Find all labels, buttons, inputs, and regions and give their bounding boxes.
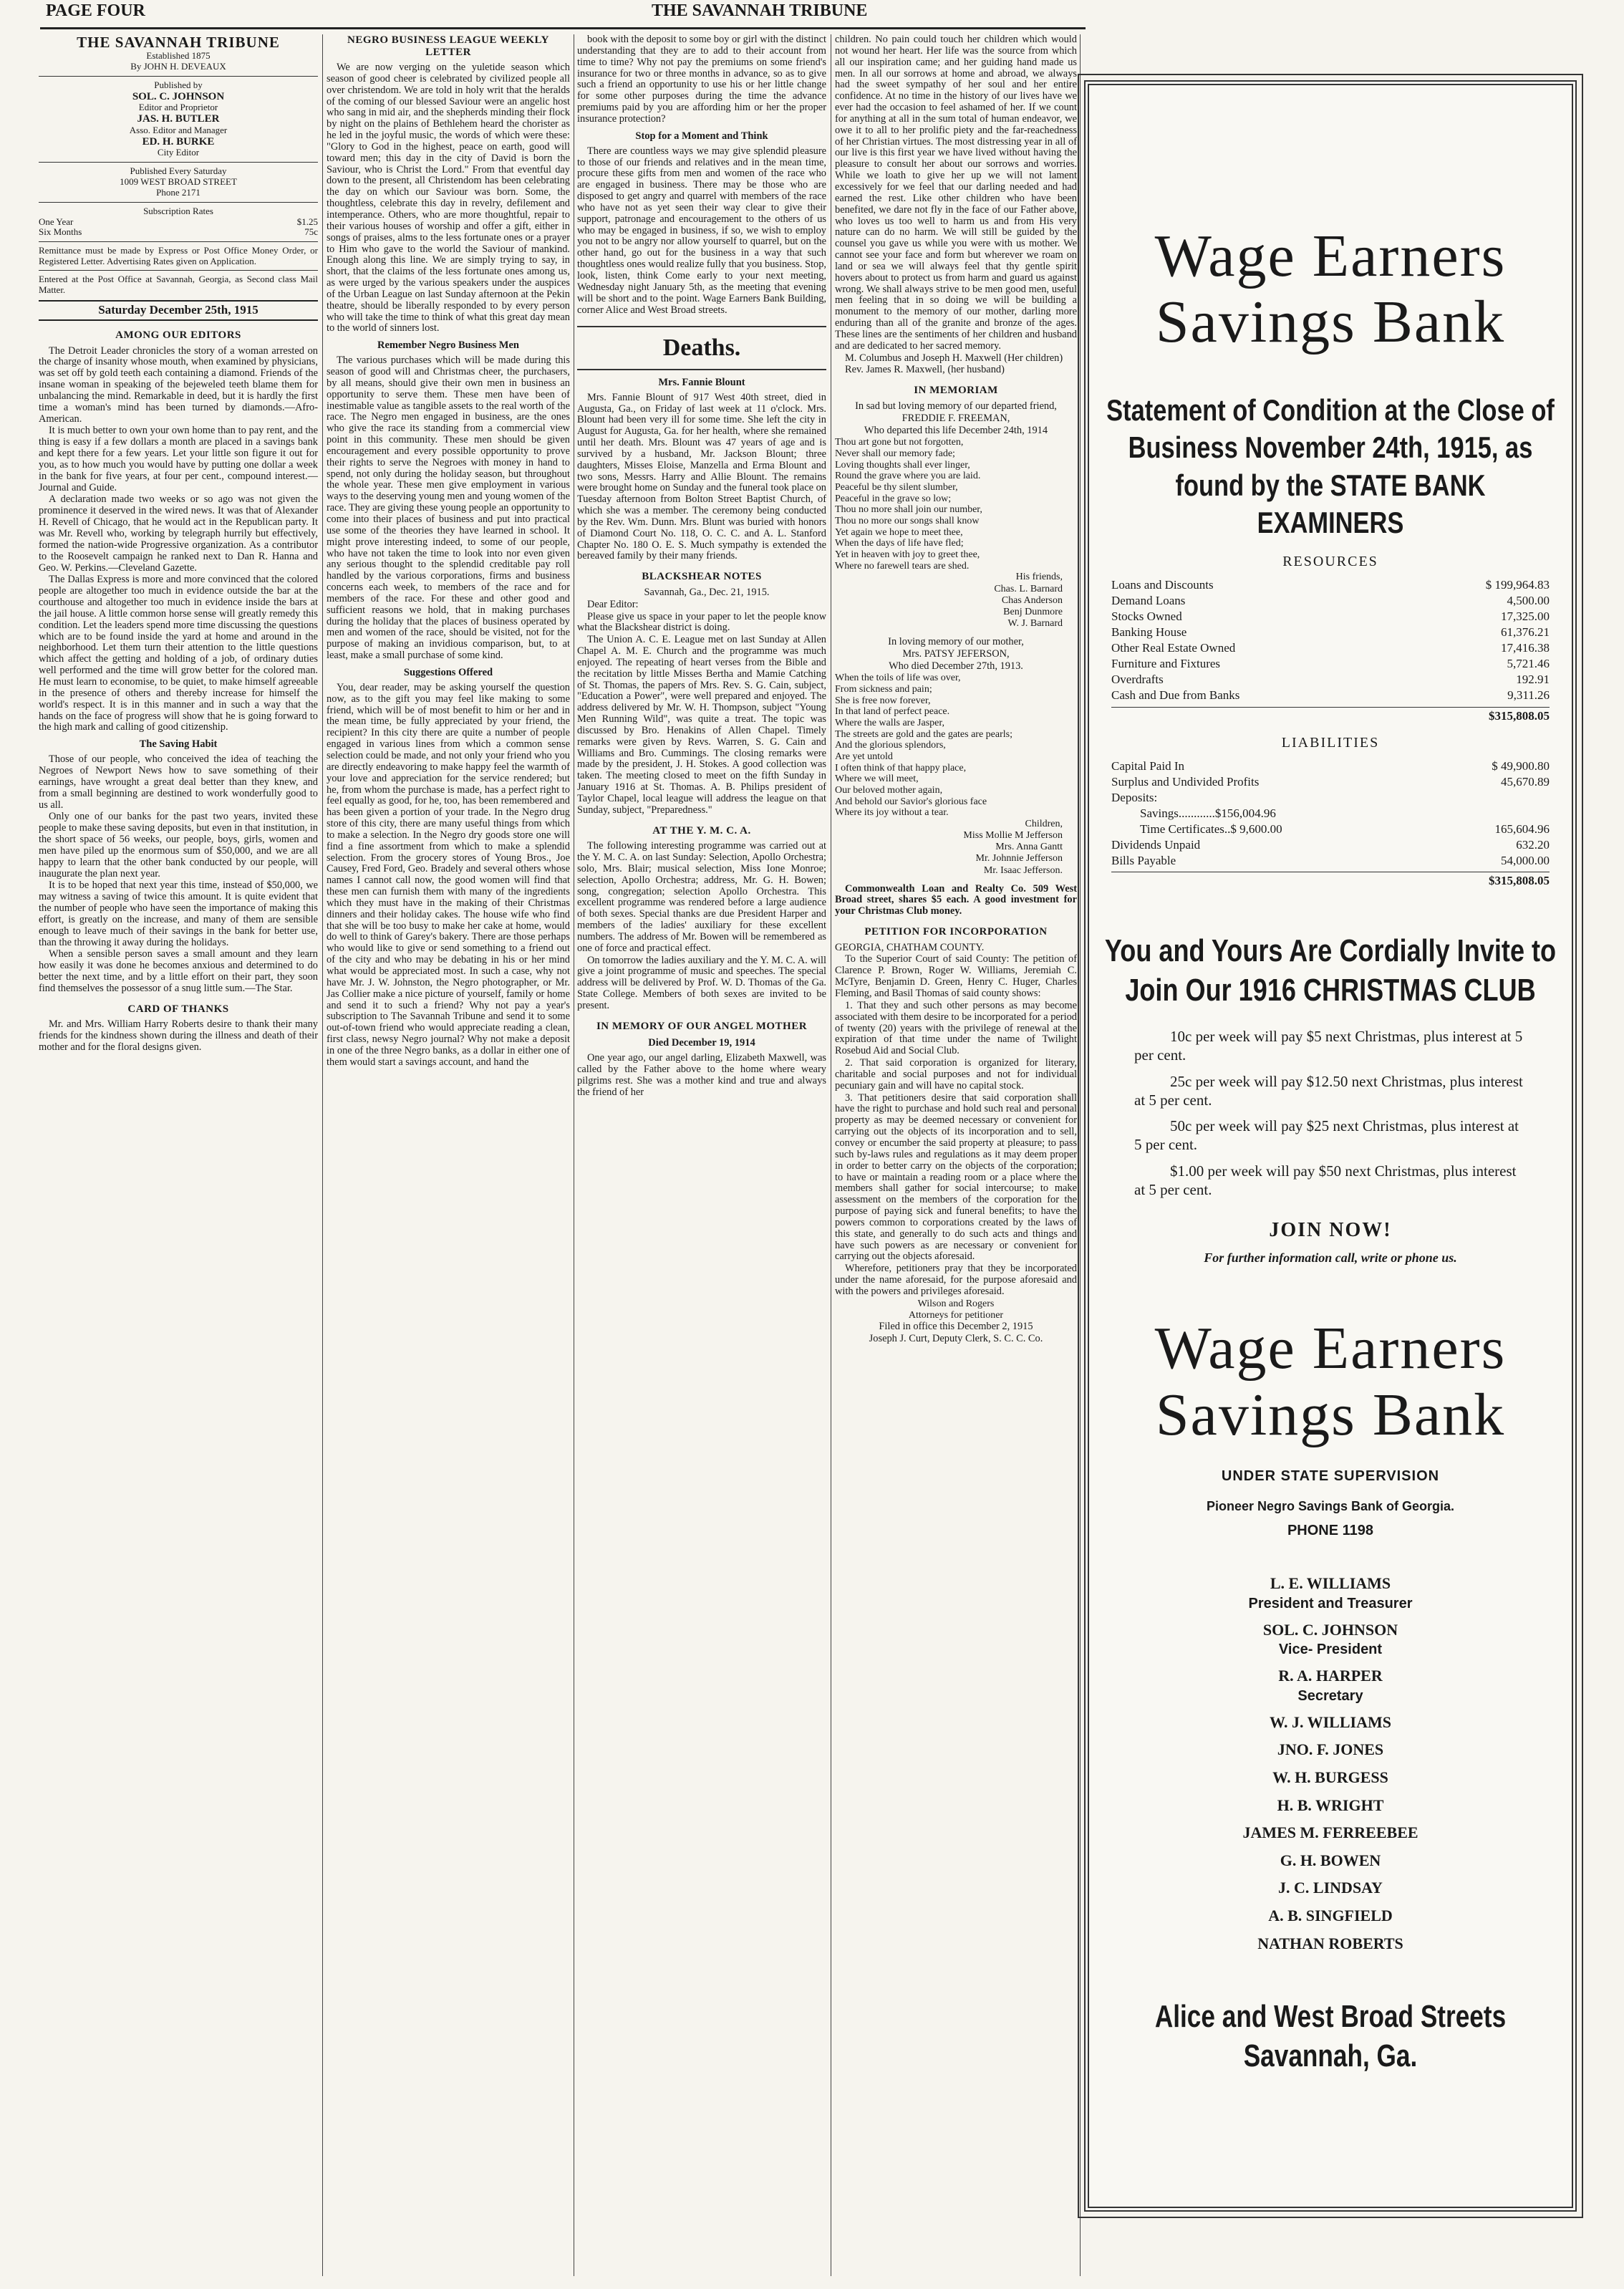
heading-stop-and-think: Stop for a Moment and Think [635,130,768,142]
heading-ymca: AT THE Y. M. C. A. [652,824,751,837]
heading-in-memoriam: IN MEMORIAM [914,385,998,397]
memorial-name: FREDDIE F. FREEMAN, [902,412,1010,424]
masthead-title: THE SAVANNAH TRIBUNE [77,34,280,51]
paper-name: THE SAVANNAH TRIBUNE [652,1,868,20]
officer: L. E. WILLIAMS President and Treasurer [1248,1574,1413,1611]
loan-company-notice: Commonwealth Loan and Realty Co. 509 West Broad street, shares $5 each. A good investment for your Christmas Club money. [835,882,1077,917]
resource-row: Demand Loans 4,500.00 [1111,593,1550,607]
bank-name: Wage Earners Savings Bank [1154,1315,1507,1448]
supervision-note: UNDER STATE SUPERVISION [1221,1468,1440,1484]
column-divider [322,34,323,2276]
officer: JAMES M. FERREEBEE [1242,1823,1418,1842]
article-paragraph: The Union A. C. E. League met on last Sunday at Allen Chapel A. M. E. Church and the programme was much enjoyed. The repeating of heart verses from the Bible and the recitation by little Misses Bertha and Mamie Catching of St. Thomas, the papers of Mrs. Rev. S. G. Cain, subject, "Education a Power", were well prepared and enjoyed. The address delivered by Mr. W. H. Thompson, subject "Young Men Running Wild", was quite a treat. The topic was discussed by Bro. Henakins of Allen Chapel. Timely remarks were given by Revs. Warren, S. G. Cain and Williams and Bro. Cummings. The closing remarks were made by the president, J. H. Stokes. A good collection was taken. The meeting closed to meet on the fifth Sunday in January 1916 at St. Thomas. A. B. Philips president of Taylor Chapel, local league will address the league on that Sunday, subject, "Preparedness." [577,634,826,816]
article-paragraph: Those of our people, who conceived the idea of teaching the Negroes of Newport News how to save something of their earnings, have wrought a great deal better than they knew, and from a small beginning are destined to work wonderfully good to us all. [39,753,318,811]
bank-phone: PHONE 1198 [1287,1522,1374,1538]
liabilities-total: $315,808.05 [1111,872,1550,888]
memorial-poem-2: When the toils of life was over, From sickness and pain; She is free now forever, In that land of perfect peace. Where the walls are Jasper, The streets are gold and the gates are pearls; And the glorious splendors, Are yet untold I often think of that happy place, Where we will meet, Our beloved mother again, And behold our Savior's glorious face Where its joy without a tear. [835,673,1013,819]
liability-row: Surplus and Undivided Profits 45,670.89 [1111,774,1550,789]
article-paragraph: When a sensible person saves a small amount and they learn how easily it was done he becomes anxious and determined to do better the next time, and by a little effort on their part, they soon find themselves the possessor of a snug little sum.—The Star. [39,948,318,994]
memorial-intro: In loving memory of our mother, [888,635,1024,647]
memorial-intro: In sad but loving memory of our departed friend, [855,400,1057,412]
masthead-frequency: Published Every Saturday [130,165,227,177]
legal-venue: GEORGIA, CHATHAM COUNTY. [835,941,985,953]
heading-suggestions: Suggestions Offered [403,666,493,678]
masthead-city-editor: ED. H. BURKE [142,135,215,148]
article-paragraph: One year ago, our angel darling, Elizabeth Maxwell, was called by the Father above to the home where weary pilgrims rest. She was a mother kind and true and always the friend of her [577,1052,826,1098]
officer: W. J. WILLIAMS [1270,1712,1391,1731]
liability-row: Capital Paid In $ 49,900.80 [1111,758,1550,773]
column-divider [1080,34,1081,2276]
heading-died-date: Died December 19, 1914 [648,1037,755,1049]
masthead-manager: JAS. H. BUTLER [137,113,220,125]
statement-heading: Statement of Condition at the Close of Business November 24th, 1915, as found by the STATE BANK EXAMINERS [1106,392,1555,540]
legal-paragraph: To the Superior Court of said County: The petition of Clarence P. Brown, Roger W. Williams, Jeremiah C. McTyre, Benjamin D. Green, Henry C. Huger, Charles Fleming, and Basil Thomas of said county shows: [835,953,1077,1000]
join-now: JOIN NOW! [1269,1219,1392,1242]
club-rate: 10c per week will pay $5 next Christmas, plus interest at 5 per cent. [1134,1028,1523,1064]
bank-address: Alice and West Broad Streets Savannah, Ga. [1154,1999,1507,2074]
bank-officers [1106,1574,1555,1954]
article-paragraph: You, dear reader, may be asking yourself the question now, as to the gift you may feel like making to some friend, which will be of most benefit to him or her and in the mean time, be fully appreciated by your friend, the recipient? In this city there are quite a number of people engaged in various lines from which a common sense selection could be made, and not only your friend who you are directly endeavoring to make happy feel the warmth of your love and appreciation for the service rendered; but he, from whom the purchase is made, has a perfect right to feel equally as good, for he, too, has been remembered and has been given a portion of your trade. In the Negro drug store of this city, there are many useful things from which to make a selection. In the Negro dry goods store one will find a fine assortment from which to make a splendid selection. From the grocery stores of Young Bros., Joe Causey, Fred Ford, Geo. Bradely and several others whose names I cannot call now, the good women will find that these men can furnish them with many of the ingredients which they must have in the making of their Christmas dinners and their holiday cakes. The house wife who find that she will be too busy to make her cake at home, would do well to think of Garey's bakery. There are those perhaps who would like to give or send something to a friend out of the city and who may be debating in his or her mind what would be appreciated most. In such a case, why not have Mr. J. W. Johnston, the Negro photographer, or Mr. Jas Collier make a nice picture of yourself, family or home and send it to such a friend? Why not pay a year's subscription to The Savannah Tribune and send it to some out-of-town friend who would appreciate reading a clean, first class, newsy Negro journal? Why not make a deposit in one of the three Negro banks, as a dollar in either one of them would start a savings account, and hand the [327,681,570,1068]
masthead-established: Established 1875 [146,50,211,62]
article-paragraph: Mr. and Mrs. William Harry Roberts desire to thank their many friends for the kindness shown during the illness and death of their mother and for the floral designs given. [39,1018,318,1054]
club-rate: 25c per week will pay $12.50 next Christmas, plus interest at 5 per cent. [1134,1072,1523,1109]
column-3 [577,34,826,1099]
heading-saving-habit: The Saving Habit [139,738,218,751]
signature-line: M. Columbus and Joseph H. Maxwell (Her children) [845,352,1063,364]
article-paragraph: It is much better to own your own home than to pay rent, and the thing is easy if a few dollars a month are placed in a savings bank and kept there for a few years. Let your little son figure it out for you, as to how much you would have by putting one dollar a week in the bank for five years, at four per cent., compound interest.—Journal and Guide. [39,425,318,493]
article-paragraph: A declaration made two weeks or so ago was not given the prominence it deserved in the wired news. It was that of Alexander H. Revell of Chicago, that he would act in the Republican party. It was Mr. Revell who, working by telegraph hurrily but effectively, formed the nation-wide Progressive organization. As a contributor to the Roosevelt campaign he ranked next to Dan R. Hanna and Geo. W. Perkins.—Cleveland Gazette. [39,493,318,574]
article-paragraph: There are countless ways we may give splendid pleasure to those of our friends and relatives and in the mean time, procure these gifts from men and women of the race who are engaged in business. There may be those who are disposed to get angry and quarrel with members of the race who have not as yet seen their way clear to give their support, patronage and encouragement to the others of us who may be engaged in business, if so, we wish to employ you not to be angry nor allow yourself to quarrel, but on the other hand, go out for the business in a way that such thoughtless ones would realize fully that you business. Stop, look, listen, think Come early to your next meeting, Wednesday night January 5th, as the meeting that evening will be short and to the point. Wage Earners Bank Building, corner Alice and West Broad streets. [577,145,826,316]
masthead-published-by: Published by [154,79,203,90]
rates-table: One Year $1.25 Six Months 75c [39,216,318,238]
resource-row: Other Real Estate Owned 17,416.38 [1111,641,1550,655]
masthead [39,34,318,296]
further-info: For further information call, write or phone us. [1204,1250,1457,1266]
heading-remember-business-men: Remember Negro Business Men [377,339,519,352]
attorney-signature: Wilson and Rogers Attorneys for petitioner [908,1298,1004,1321]
article-paragraph: Mrs. Fannie Blount of 917 West 40th street, died in Augusta, Ga., on Friday of last week at 11 o'clock. Mrs. Blount had been very ill for some time. She left the city in August for Augusta, Ga. for her health, where she remained until her death. Mrs. Blount was 47 years of age and is survived by a husband, Mr. Jackson Blount; three daughters, Misses Eloise, Manzella and Erma Blount and two sons, Messrs. Harry and Allie Blount. The remains were brought home on Sunday and the funeral took place on Tuesday afternoon from Bolton Street Baptist Church, of which she was a member. The ceremony being conducted by the Rev. Wm. Dunn. Mrs. Blunt was buried with honors of Diamond Court No. 118, O. C. C. and A. L. Stanford Chapter No. 180 O. E. S. Much sympathy is extended the bereaved family by their many friends. [577,391,826,562]
article-dateline: Savannah, Ga., Dec. 21, 1915. [644,586,770,598]
memorial-signatures-1: His friends, Chas. L. Barnard Chas Anderson Benj Dunmore W. J. Barnard [994,572,1063,629]
signature-line: Rev. James R. Maxwell, (her husband) [845,364,1005,376]
filing-note: Filed in office this December 2, 1915 [879,1320,1033,1332]
resource-row: Banking House 61,376.21 [1111,625,1550,640]
article-paragraph: children. No pain could touch her children which would not wound her heart. Her life was the source from which all our inspiration came; and her guiding hand made us men. In all our sorrows at home and abroad, we always had the sweet sympathy of her soul and her entire confidence. At no time in the history of our lives have we ever had the occasion to feel ashamed of her. If we count for anything at all in the sum total of human endeavor, we owe it to all to her prolific piety and the far-reachedness of her Christian virtues. The most distressing year in all of our live is this first year we have lived without having the pleasure to consult her about our sorrows and worries. While we loath to give her up we will not lament excessively for we feel that our darling needed and had earned the rest. Like other children who have been benefited, we dare not fly in the face of our Father above, who loves us too well to harm us and from His very nature can do no harm. We will still be guided by the counsel you gave us while you were with us mother. We cannot see your face and form but wherever we roam on land or sea we will always feel that thy gentle spirit hovers about to protect us from harm and guard us against wrong. We shall always strive to be men good men, useful men feeling that in so doing we will be building a monument to the memory of our mother, darling more enduring than all of the granite and bronze of the ages. These lines are the sentiments of her children and husband and are dedicated to her sacred memory. [835,34,1077,352]
memorial-date: Who died December 27th, 1913. [889,660,1023,672]
officer: SOL. C. JOHNSON Vice- President [1262,1620,1398,1658]
liability-row: Dividends Unpaid 632.20 [1111,838,1550,852]
club-rate: $1.00 per week will pay $50 next Christmas, plus interest at 5 per cent. [1134,1162,1517,1198]
financial-statement [1111,554,1550,888]
resource-row: Overdrafts 192.91 [1111,673,1550,687]
officer: R. A. HARPER Secretary [1278,1667,1383,1704]
liability-row: Savings............$156,004.96 [1140,806,1276,820]
column-4 [835,34,1077,1346]
bank-name: Wage Earners Savings Bank [1154,223,1507,356]
column-1 [39,34,318,1054]
page-number: PAGE FOUR [46,1,145,20]
article-paragraph: On tomorrow the ladies auxiliary and the Y. M. C. A. will give a joint programme of music and speeches. The special address will be delivered by Prof. W. D. Thomas of the Ga. State College. Members of both sexes are invited to be present. [577,954,826,1012]
resources-heading: RESOURCES [1282,553,1378,569]
top-rule [40,27,1086,29]
officer: H. B. WRIGHT [1277,1796,1384,1814]
masthead-manager-role: Asso. Editor and Manager [129,124,228,135]
running-head [46,1,1048,26]
heading-business-league: NEGRO BUSINESS LEAGUE WEEKLY LETTER [347,34,549,58]
resource-row: Furniture and Fixtures 5,721.46 [1111,657,1550,671]
article-paragraph: The various purchases which will be made during this season of good will and Christmas cheer, the purchasers, by all means, should give their own men in business an opportunity to serve them. These men have been of inestimable value as tangible assets to the real worth of the race. The Negro men engaged in business, are the ones who give the race its standing from a commercial view point in this community. These men should be given encouragement and every possible opportunity to prove their rights to serve the Negroes with money in hand to spend, not only during the holiday season, but throughout the whole year. These men give employment in various ways to the deserving young men and young women of the race. They are giving these young people an opportunity to come into their places of business and put into practical use some of the theories they have learned in school. It might prove interesting indeed, to some of our people, who have not taken the time to look into nor even given any serious thought to the splendid creditable pay roll handled by the various corporations, firms and business concerns each week, to members of the race and for members of the race. For these and other good and sufficient reasons we hold, that in making purchases during the holiday that the places of business operated by men and women of the race, should be visited, not for the purpose of making an invidious comparison, but, to at least, make a small purchase of some kind. [327,355,570,662]
resource-row: Loans and Discounts $ 199,964.83 [1111,577,1550,592]
memorial-signatures-2: Children, Miss Mollie M Jefferson Mrs. Anna Gantt Mr. Johnnie Jefferson Mr. Isaac Jefferson. [963,819,1063,876]
article-paragraph: The Dallas Express is more and more convinced that the colored people are altogether too much in evidence outside the bar at the courthouse and altogether too much in evidence inside the bars at the jail house. A little common horse sense will greatly remedy this condition. Let the leaders spend more time discussing the questions which are to be found inside the yard at home and around in the neighborhood. Let them turn their attention to the little questions which affect the getting and holding of a job, of ordinary duties well performed and the time will grow better for the colored man. He must learn to economise, to be quiet, to make himself agreeable in the presence of others and thereby increase for himself the world's respect. It is in this manner and in such a way that the hands on the face of progress will show that he is going forward to the high mark and calling of good citizenship. [39,574,318,733]
officer: W. H. BURGESS [1272,1768,1388,1786]
legal-paragraph: 3. That petitioners desire that said corporation shall have the right to purchase and hold such real and personal property as may be deemed necessary or convenient for carrying out the objects of its incorporation and to sell, convey or encumber the said property at pleasure; to pass such by-laws rules and regulations as it may deem proper in order to better carry on the objects of the corporation; to have or maintain a reading room or a place where the members shall gather for social intercourse; to make assessment on the members of the corporation for the purpose of paying sick and funeral benefits; to have the powers common to corporations created by the laws of this state, and generally to do such acts and things and have such powers as are necessary or convenient for carrying out the objects aforesaid. [835,1092,1077,1263]
remittance-note: Remittance must be made by Express or Post Office Money Order, or Registered Letter. Advertising Rates given on Application. [39,244,318,266]
heading-deaths: Deaths. [577,326,826,370]
bank-advertisement [1084,80,1577,2212]
article-salutation: Dear Editor: [587,598,639,610]
masthead-founder: By JOHN H. DEVEAUX [130,61,226,72]
issue-date: Saturday December 25th, 1915 [39,300,318,321]
clerk-signature: Joseph J. Curt, Deputy Clerk, S. C. C. Co. [869,1332,1043,1344]
heading-petition: PETITION FOR INCORPORATION [864,926,1048,938]
heading-fannie-blount: Mrs. Fannie Blount [658,376,745,388]
resource-row: Cash and Due from Banks 9,311.26 [1111,688,1550,703]
liabilities-heading: LIABILITIES [1281,734,1380,751]
masthead-city-editor-role: City Editor [157,147,200,158]
article-paragraph: Please give us space in your paper to let the people know what the Blackshear district is doing. [577,610,826,634]
article-paragraph: book with the deposit to some boy or girl with the distinct understanding that they are to add to their account from time to time? Why not pay the premiums on some friend's insurance for two or three months in advance, so as to give such a friend an opportunity to use his or her little change for some other purposes during the time the advance premiums paid by you are affording him or her the proper insurance protection? [577,34,826,125]
article-paragraph: It is to be hoped that next year this time, instead of $50,000, we may witness a saving of twice this amount. It is quite evident that the number of people who have seen the importance of making this effort, is greatly on the increase, and many of them are sensible enough to leave much of their savings in the bank for better use, than the throwing it away during the holidays. [39,880,318,948]
liability-row: Deposits: [1111,790,1158,804]
resources-total: $315,808.05 [1111,707,1550,723]
memorial-name: Mrs. PATSY JEFERSON, [902,647,1010,660]
article-paragraph: The following interesting programme was carried out at the Y. M. C. A. on last Sunday: Selection, Apollo Orchestra; solo, Mrs. Blair; musical selection, Miss Ione Monroe; selection, Apollo Orchestra; address, Mr. G. H. Bowen; song, congregation; selection Apollo Orchestra. This excellent programme was rendered before a large audience of both sexes. Special thanks are due President Harper and members of the ladies' auxiliary for these excellent numbers. The address of Mr. Bowen will be remembered as one of force and practical effect. [577,840,826,954]
heading-card-of-thanks: CARD OF THANKS [127,1003,229,1015]
legal-paragraph: 1. That they and such other persons as may become associated with them desire to be incorporated for a period of twenty (20) years with the privilege of renewal at the expiration of that time under the name of Twilight Rosebud Aid and Social Club. [835,999,1077,1057]
legal-paragraph: 2. That said corporation is organized for literary, charitable and social purposes and not for individual pecuniary gain and will have no capital stock. [835,1057,1077,1092]
masthead-phone: Phone 2171 [156,187,200,198]
liability-row: Time Certificates..$ 9,600.00 165,604.96 [1140,821,1550,836]
liability-row: Bills Payable 54,000.00 [1111,854,1550,868]
masthead-address: 1009 WEST BROAD STREET [120,176,237,188]
pioneer-tagline: Pioneer Negro Savings Bank of Georgia. [1206,1498,1455,1513]
column-2 [327,34,570,1069]
officer: NATHAN ROBERTS [1257,1934,1403,1952]
officer: JNO. F. JONES [1277,1740,1384,1759]
article-paragraph: Only one of our banks for the past two years, invited these people to make these saving deposits, but even in that institution, in the short space of 56 weeks, our people, boys, girls, women and men have piled up the enormous sum of $50,000, and we are all happy to learn that the other bank conducted by our people, will inaugurate the plan next year. [39,811,318,880]
masthead-publisher-role: Editor and Proprietor [138,102,218,113]
legal-paragraph: Wherefore, petitioners pray that they be incorporated under the name aforesaid, for the purpose aforesaid and with the powers and privileges aforesaid. [835,1263,1077,1297]
rates-title: Subscription Rates [143,206,213,217]
masthead-publisher: SOL. C. JOHNSON [132,90,225,102]
christmas-club-rates [1134,1027,1527,1199]
article-paragraph: The Detroit Leader chronicles the story of a woman arrested on the charge of insanity whose mouth, when examined by physicians, was set off by gold teeth each containing a diamond. Friends of the insane woman in speaking of the bejeweled teeth blame them for unbalancing the mind. Remarkable in deed, but it is hardly the first time a woman's mind has been turned by diamonds.—Afro-American. [39,344,318,425]
resource-row: Stocks Owned 17,325.00 [1111,609,1550,623]
officer: A. B. SINGFIELD [1268,1906,1393,1924]
heading-blackshear-notes: BLACKSHEAR NOTES [642,571,762,583]
memorial-date: Who departed this life December 24th, 1914 [864,424,1048,436]
club-rate: 50c per week will pay $25 next Christmas, plus interest at 5 per cent. [1134,1117,1519,1154]
heading-among-our-editors: AMONG OUR EDITORS [115,329,241,341]
memorial-poem-1: Thou art gone but not forgotten, Never shall our memory fade; Loving thoughts shall ever linger, Round the grave where you are laid. Peaceful be thy silent slumber, Peaceful in the grave so low; Thou no more shall join our number, Thou no more our songs shall know Yet again we hope to meet thee, When the days of life have fled; Yet in heaven with joy to greet thee, Where no farewell tears are shed. [835,437,982,572]
postal-note: Entered at the Post Office at Savannah, Georgia, as Second class Mail Matter. [39,274,318,296]
officer: J. C. LINDSAY [1278,1879,1383,1897]
article-paragraph: We are now verging on the yuletide season which season of good cheer is celebrated by civilized people all over christendom. We are told in holy writ that the heralds of the coming of our blessed Saviour were an angelic host who sang in mid air, and the shepherds minding their flock by night on the plains of Bethlehem heard the chorister as he led in the joyful music, the words of which were these: "Glory to God in the highest, peace on earth, good will toward men; this day in the city of David is born the Saviour, who is Christ the Lord." From that eventful day down to the present, all Christendom has been celebrating the day on which our Saviour was born. Some, the thoughtless, celebrate this day in revelry, defilement and intemperance. Others, who are more thoughtful, repair to their various houses of worship and offer a gift, either in songs of praises, alms to the less fortunate ones or a prayer to Him who gave to the world the Saviour of mankind. Enough along this line. We are simply trying to say, in short, that the claims of the less fortunate ones among us, as were urged by the various speakers under the auspices of the Urban League on last Sunday afternoon at the Pekin theatre, should be liberally responded to by every person who will take the time to think of what this great day mean to the world of sinners lost. [327,62,570,334]
christmas-club-invite: You and Yours Are Cordially Invite to Join Our 1916 CHRISTMAS CLUB [1104,933,1557,1008]
heading-angel-mother: IN MEMORY OF OUR ANGEL MOTHER [596,1020,808,1032]
officer: G. H. BOWEN [1280,1851,1381,1869]
